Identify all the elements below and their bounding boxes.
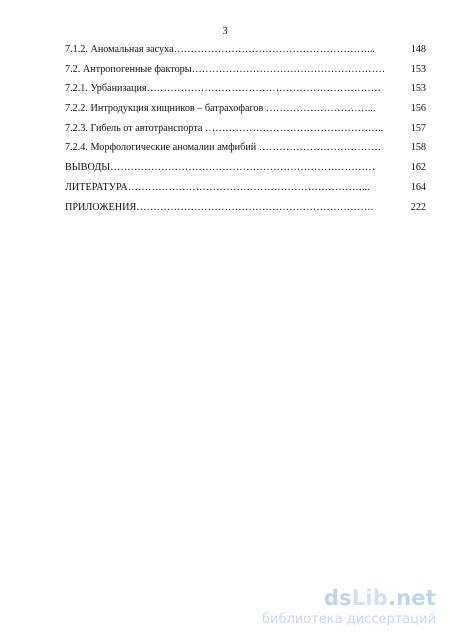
toc-row — [65, 40, 426, 60]
toc-row — [65, 119, 426, 139]
toc-entry-title: 7.2.4. Морфологические аномалии амфибий ……………………………… — [65, 142, 382, 154]
toc-entry-title: 7.1.2. Аномальная засуха…………………………………………………... — [65, 44, 375, 55]
toc-page-number: 162 — [410, 162, 426, 174]
toc-row — [65, 178, 426, 198]
toc-row — [65, 60, 426, 80]
toc-page-number: 153 — [410, 83, 426, 95]
toc-entry-title: ПРИЛОЖЕНИЯ……………………………………………………………. — [65, 201, 374, 213]
toc-entry-title: ЛИТЕРАТУРА……………………………………………………………... — [65, 181, 370, 193]
logo-ds-text: ds — [323, 586, 352, 610]
page-number: 3 — [222, 26, 228, 37]
toc-page-number: 158 — [410, 142, 426, 154]
logo-lib-text: Lib — [351, 586, 388, 610]
watermark-tagline: библиотека диссертаций — [262, 612, 436, 627]
toc-page-number: 157 — [410, 122, 426, 134]
toc-entry-title: 7.2. Антропогенные факторы………………………………………………… — [65, 63, 386, 75]
toc-page-number: 153 — [410, 63, 426, 75]
toc-row — [65, 158, 426, 178]
toc-row — [65, 198, 426, 218]
toc-row — [65, 79, 426, 99]
toc-page-number: 222 — [410, 201, 426, 213]
toc-entry-title: 7.2.3. Гибель от автотранспорта …………………………………………….. — [65, 122, 384, 134]
logo-tld-text: .net — [387, 586, 436, 610]
toc-entry-title: 7.2.1. Урбанизация…………………………………………………………… — [65, 83, 381, 95]
toc-entry-title: 7.2.2. Интродукция хищников – батрахофагов …………………………... — [65, 103, 376, 115]
dslib-watermark — [262, 588, 436, 626]
toc-page-number: 148 — [410, 44, 426, 55]
table-of-contents — [65, 40, 426, 217]
toc-page-number: 164 — [410, 181, 426, 193]
dslib-logo — [262, 588, 436, 609]
toc-row — [65, 138, 426, 158]
toc-row — [65, 99, 426, 119]
toc-entry-title: ВЫВОДЫ…………………………………………………………………… — [65, 162, 376, 174]
toc-page-number: 156 — [410, 103, 426, 115]
